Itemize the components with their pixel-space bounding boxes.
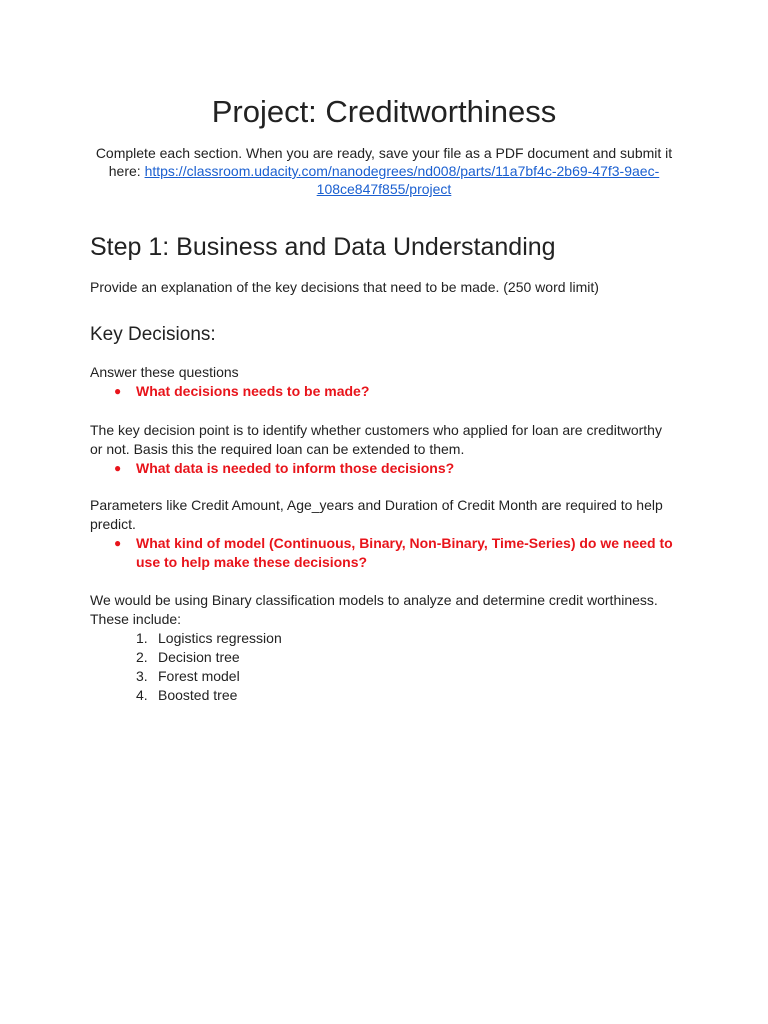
bullet-icon: ● [114,461,122,475]
question-list-2 [90,459,678,478]
question-list-1 [90,382,678,401]
question-2 [90,459,678,478]
page-title: Project: Creditworthiness [211,94,557,129]
submission-link-line2: 108ce847f855/project [316,181,452,197]
bullet-icon: ● [114,536,122,550]
model-list [90,629,678,705]
list-number: 4. [136,687,148,703]
model-label: Forest model [158,668,240,684]
list-number: 3. [136,668,148,684]
list-number: 2. [136,649,148,665]
question-1-text: What decisions needs to be made? [136,383,370,399]
model-list-item [90,648,678,667]
question-3-text: What kind of model (Continuous, Binary, Non-Binary, Time-Series) do we need to use to help make these decisions? [136,535,673,570]
model-label: Decision tree [158,649,240,665]
question-list-3 [90,534,678,572]
model-label: Logistics regression [158,630,282,646]
submission-link[interactable] [145,163,660,197]
answer-2: Parameters like Credit Amount, Age_years and Duration of Credit Month are required to help predict. [90,497,663,532]
list-number: 1. [136,630,148,646]
intro-paragraph [90,144,678,198]
model-list-item [90,667,678,686]
step1-description: Provide an explanation of the key decisions that need to be made. (250 word limit) [90,279,599,295]
answer-3: We would be using Binary classification models to analyze and determine credit worthiness. These include: [90,592,658,627]
key-decisions-heading: Key Decisions: [90,324,216,345]
answer-intro: Answer these questions [90,364,239,380]
submission-link-line1: https://classroom.udacity.com/nanodegrees/nd008/parts/11a7bf4c-2b69-47f3-9aec- [144,163,660,179]
question-3 [90,534,678,572]
bullet-icon: ● [114,384,122,398]
model-list-item [90,686,678,705]
model-list-item [90,629,678,648]
intro-text: Complete each section. When you are ready, save your file as a PDF document and submit it here: [95,145,673,179]
question-1 [90,382,678,401]
model-label: Boosted tree [158,687,238,703]
question-2-text: What data is needed to inform those decisions? [136,460,455,476]
step1-heading: Step 1: Business and Data Understanding [90,233,556,261]
answer-1: The key decision point is to identify whether customers who applied for loan are creditworthy or not. Basis this the required loan can be extended to them. [90,422,662,457]
